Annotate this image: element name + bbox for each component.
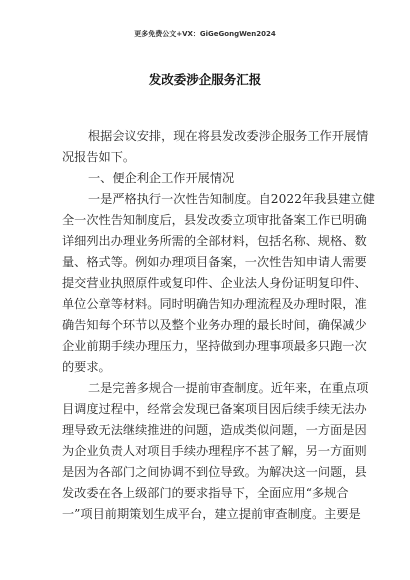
body-line: 目调度过程中，经常会发现已备案项目因后续手续无法办 bbox=[62, 402, 367, 416]
body-line: 二是完善多规合一提前审查制度。近年来，在重点项 bbox=[88, 381, 369, 395]
body-line: 的要求。 bbox=[62, 360, 111, 374]
body-line: 确告知每个环节以及整个业务办理的最长时间，确保减少 bbox=[62, 318, 367, 332]
body-line: 为企业负责人对项目手续办理程序不甚了解，另一方面则 bbox=[62, 444, 367, 458]
body-line: 根据会议安排，现在将县发改委涉企服务工作开展情 bbox=[88, 129, 369, 143]
body-line: 详细列出办理业务所需的全部材料，包括名称、规格、数 bbox=[62, 234, 367, 248]
body-line: 理导致无法继续推进的问题，造成类似问题，一方面是因 bbox=[62, 423, 367, 437]
document-title: 发改委涉企服务汇报 bbox=[148, 72, 262, 87]
body-line: 量、格式等。例如办理项目备案，一次性告知申请人需要 bbox=[62, 255, 367, 269]
body-line: 一是严格执行一次性告知制度。自2022年我县建立健 bbox=[88, 192, 375, 206]
page-header-text: 更多免费公文+VX：GiGeGongWen2024 bbox=[134, 30, 276, 38]
body-line: 况报告如下。 bbox=[62, 150, 136, 164]
body-line: 提交营业执照原件或复印件、企业法人身份证明复印件、 bbox=[62, 276, 367, 290]
body-line: 全一次性告知制度后，县发改委立项审批备案工作已明确 bbox=[62, 213, 367, 227]
body-line: 发改委在各上级部门的要求指导下，全面应用“多规合 bbox=[62, 486, 349, 500]
section-heading: 一、便企利企工作开展情况 bbox=[88, 171, 235, 185]
body-line: 是因为各部门之间协调不到位导致。为解决这一问题，县 bbox=[62, 465, 367, 479]
body-line: 单位公章等材料。同时明确告知办理流程及办理时限，准 bbox=[62, 297, 367, 311]
body-line: 一”项目前期策划生成平台，建立提前审查制度。主要是 bbox=[62, 507, 361, 521]
body-line: 企业前期手续办理压力，坚持做到办理事项最多只跑一次 bbox=[62, 339, 367, 353]
